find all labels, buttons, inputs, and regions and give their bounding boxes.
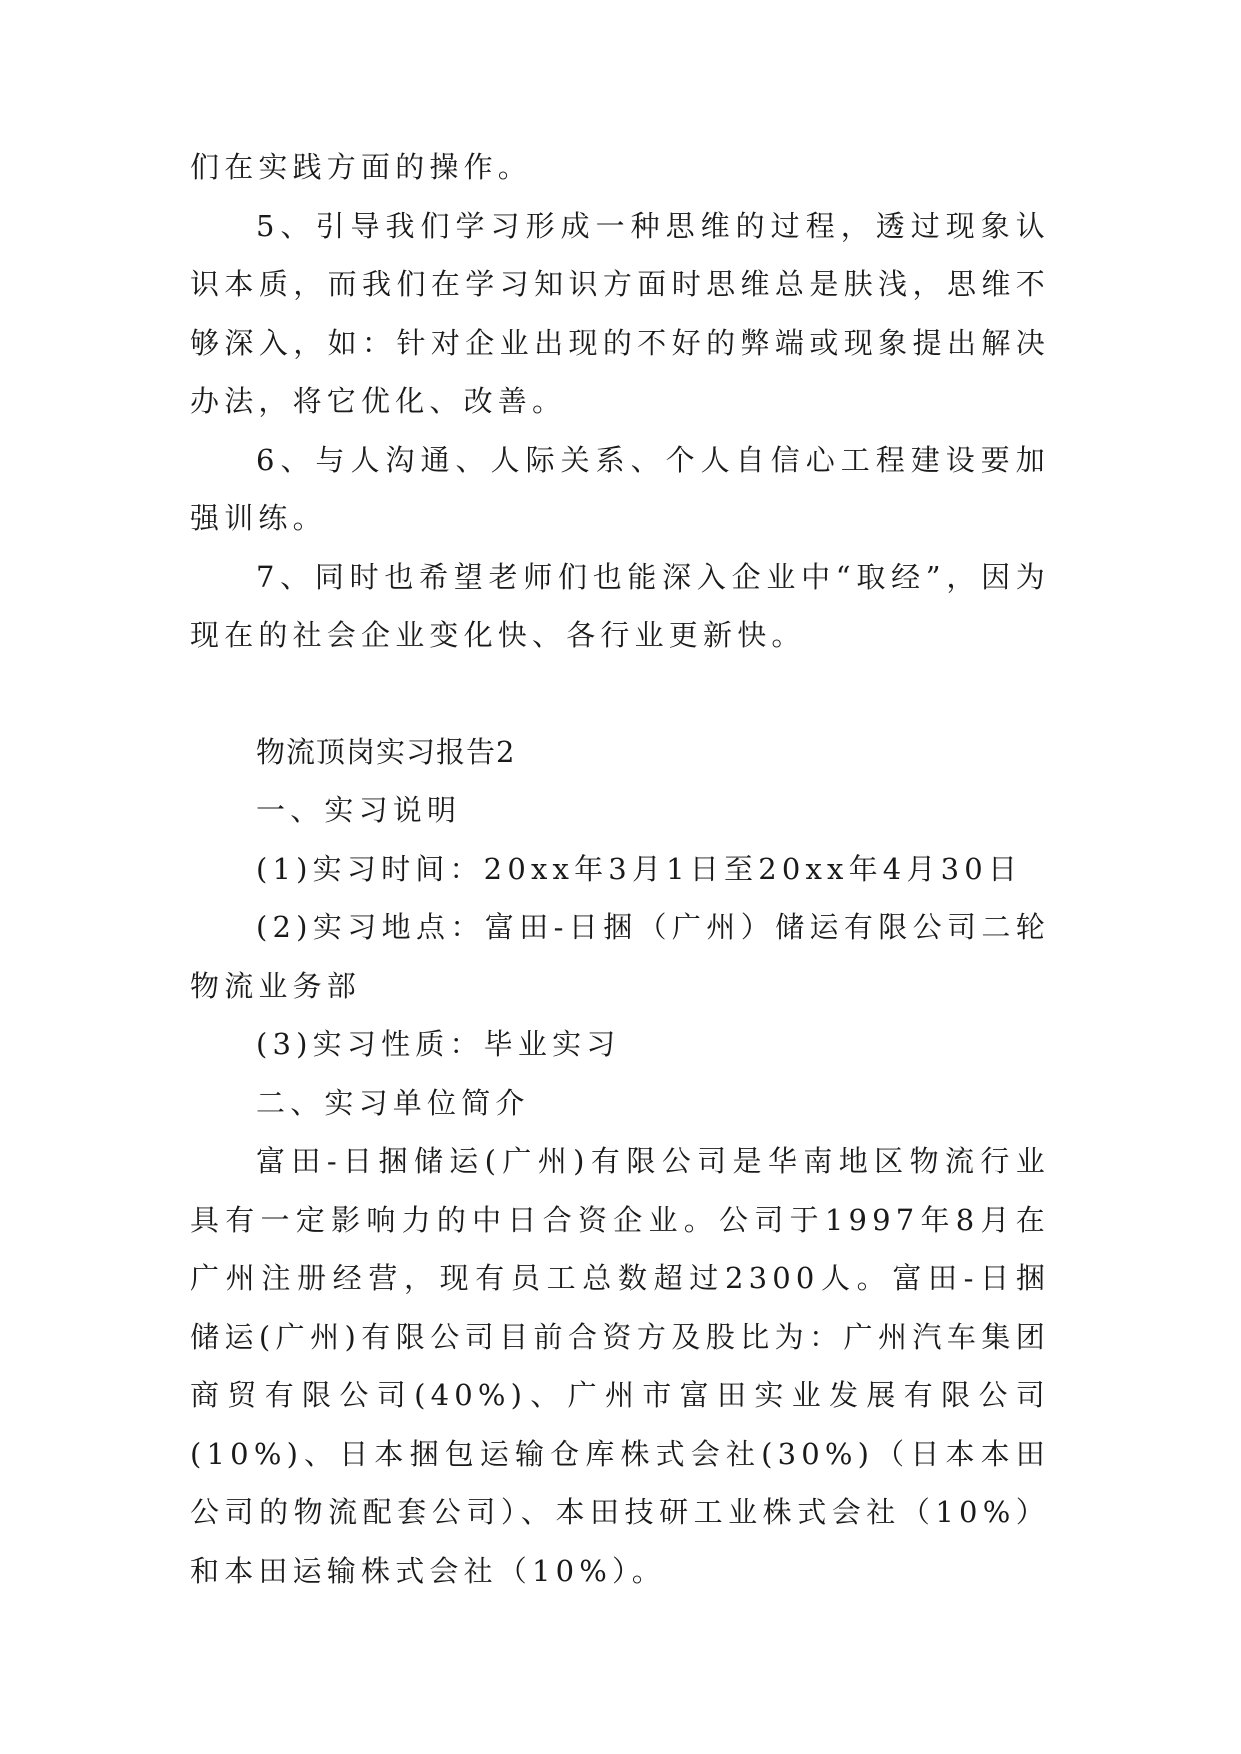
internship-time: (1)实习时间：20xx年3月1日至20xx年4月30日 [256, 851, 1023, 886]
internship-location: (2)实习地点：富田-日捆（广州）储运有限公司二轮物流业务部 [190, 910, 1050, 1003]
company-profile-paragraph: 富田-日捆储运(广州)有限公司是华南地区物流行业具有一定影响力的中日合资企业。公司于1997年8月在广州注册经营，现有员工总数超过2300人。富田-日捆储运(广州)有限公司目前合资方及股比为：广州汽车集团商贸有限公司(40%)、广州市富田实业发展有限公司(10%)、日本捆包运输仓库株式会社(30%)（日本本田公司的物流配套公司）、本田技研工业株式会社（10%）和本田运输株式会社（10%）。 [190, 1144, 1050, 1588]
heading-company-profile: 二、实习单位简介 [256, 1085, 530, 1120]
document-body [190, 138, 1050, 1600]
section-gap [190, 665, 1050, 723]
paragraph-continuation: 们在实践方面的操作。 [190, 150, 533, 184]
paragraph-item-7: 7、同时也希望老师们也能深入企业中“取经”，因为现在的社会企业变化快、各行业更新快。 [190, 559, 1050, 652]
paragraph-item-6: 6、与人沟通、人际关系、个人自信心工程建设要加强训练。 [190, 442, 1050, 535]
internship-nature: (3)实习性质：毕业实习 [256, 1027, 621, 1061]
heading-internship-description: 一、实习说明 [256, 793, 462, 827]
paragraph-item-5: 5、引导我们学习形成一种思维的过程，透过现象认识本质，而我们在学习知识方面时思维总是肤浅，思维不够深入，如：针对企业出现的不好的弊端或现象提出解决办法，将它优化、改善。 [190, 208, 1050, 418]
section-title: 物流顶岗实习报告2 [256, 734, 516, 769]
